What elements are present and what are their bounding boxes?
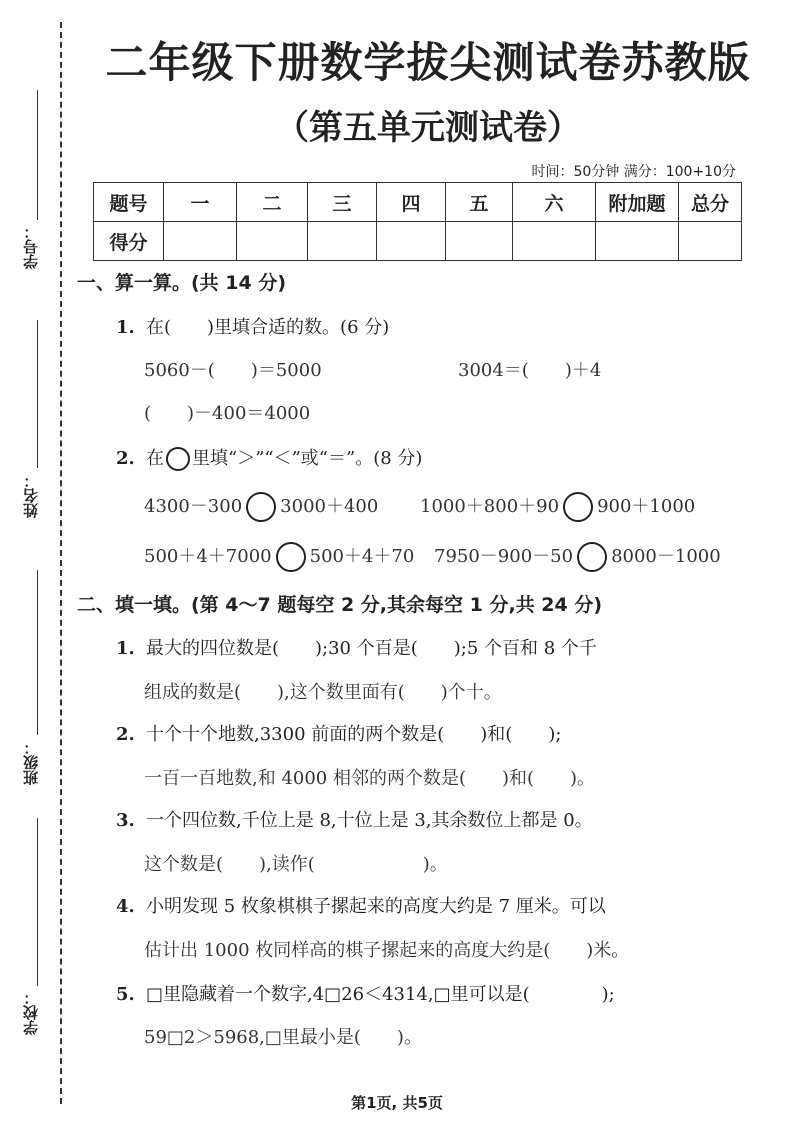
- page-title: 二年级下册数学拔尖测试卷苏教版: [105, 38, 751, 87]
- score-table: [93, 182, 742, 261]
- page-subtitle: （第五单元测试卷）: [275, 108, 581, 148]
- answer-circle[interactable]: [246, 492, 276, 522]
- banji-underline: [37, 570, 38, 735]
- expr-left: 500＋4＋7000: [144, 546, 272, 567]
- header-cell: 一: [164, 183, 237, 222]
- xingming-underline: [37, 320, 38, 468]
- score-cell[interactable]: [596, 222, 679, 261]
- score-table-score-row: [94, 222, 742, 261]
- xingming-label: 姓名：: [22, 473, 40, 518]
- s2q5-line2: 59□2＞5968,□里最小是( )。: [144, 1027, 422, 1048]
- s2-question-5: [116, 980, 615, 1006]
- circle-icon: [166, 447, 190, 471]
- question-number: 1.: [116, 638, 135, 659]
- s2q4-line2: 估计出 1000 枚同样高的棋子摞起来的高度大约是( )米。: [144, 940, 630, 961]
- s1q1-line1a: 5060－( )＝5000: [144, 360, 322, 381]
- question-number: 5.: [116, 984, 135, 1005]
- binding-dashed-line: [60, 22, 62, 1104]
- s1-question-1: [116, 313, 389, 339]
- question-text-post: 里填“＞”“＜”或“＝”。(8 分): [192, 448, 423, 469]
- expr-left: 7950－900－50: [434, 546, 574, 567]
- question-line: 一个四位数,千位上是 8,十位上是 3,其余数位上都是 0。: [146, 810, 593, 831]
- question-line: 十个十个地数,3300 前面的两个数是( )和( );: [146, 724, 562, 745]
- s1-question-2: [116, 444, 422, 471]
- s1q2-row1a: [144, 492, 378, 522]
- score-cell[interactable]: [237, 222, 308, 261]
- xuehao-label: 学号：: [22, 224, 40, 269]
- s1q2-row2a: [144, 542, 414, 572]
- score-cell[interactable]: [679, 222, 742, 261]
- s2q1-line2: 组成的数是( ),这个数里面有( )个十。: [144, 682, 502, 703]
- section2-heading: 二、填一填。(第 4～7 题每空 2 分,其余每空 1 分,共 24 分): [77, 594, 603, 616]
- score-cell[interactable]: [513, 222, 596, 261]
- expr-left: 4300－300: [144, 496, 243, 517]
- s2-question-1: [116, 634, 597, 660]
- question-number: 2.: [116, 724, 135, 745]
- question-number: 1.: [116, 317, 135, 338]
- answer-circle[interactable]: [276, 542, 306, 572]
- answer-circle[interactable]: [577, 542, 607, 572]
- s1q2-row1b: [420, 492, 695, 522]
- s2q2-line2: 一百一百地数,和 4000 相邻的两个数是( )和( )。: [144, 768, 596, 789]
- score-cell[interactable]: [164, 222, 237, 261]
- question-number: 4.: [116, 896, 135, 917]
- header-cell: 附加题: [596, 183, 679, 222]
- time-info: 时间：50分钟 满分：100+10分: [531, 164, 736, 180]
- expr-right: 8000－1000: [611, 546, 721, 567]
- s2q3-line2: 这个数是( ),读作( )。: [144, 854, 448, 875]
- score-cell[interactable]: [446, 222, 513, 261]
- answer-circle[interactable]: [563, 492, 593, 522]
- header-cell: 六: [513, 183, 596, 222]
- xuexiao-label: 学校：: [22, 990, 40, 1035]
- question-number: 2.: [116, 448, 135, 469]
- question-line: 小明发现 5 枚象棋棋子摞起来的高度大约是 7 厘米。可以: [146, 896, 606, 917]
- header-cell: 题号: [94, 183, 164, 222]
- score-cell[interactable]: [377, 222, 446, 261]
- expr-right: 3000＋400: [280, 496, 379, 517]
- score-row-label: 得分: [94, 222, 164, 261]
- expr-left: 1000＋800＋90: [420, 496, 560, 517]
- score-cell[interactable]: [308, 222, 377, 261]
- question-line: 最大的四位数是( );30 个百是( );5 个百和 8 个千: [146, 638, 597, 659]
- s1q1-line2: ( )－400＝4000: [144, 403, 311, 424]
- header-cell: 五: [446, 183, 513, 222]
- expr-right: 500＋4＋70: [309, 546, 415, 567]
- question-text-pre: 在: [146, 448, 164, 469]
- question-line: □里隐藏着一个数字,4□26＜4314,□里可以是( );: [146, 984, 615, 1005]
- score-table-header-row: [94, 183, 742, 222]
- question-text: 在( )里填合适的数。(6 分): [146, 317, 390, 338]
- xuehao-underline: [37, 90, 38, 220]
- s2-question-4: [116, 892, 606, 918]
- header-cell: 四: [377, 183, 446, 222]
- s1q2-row2b: [434, 542, 721, 572]
- s2-question-3: [116, 806, 593, 832]
- page-footer: 第1页, 共5页: [351, 1094, 443, 1112]
- xuexiao-underline: [37, 818, 38, 986]
- s1q1-line1b: 3004＝( )＋4: [458, 360, 602, 381]
- question-number: 3.: [116, 810, 135, 831]
- header-cell: 二: [237, 183, 308, 222]
- expr-right: 900＋1000: [597, 496, 696, 517]
- header-cell: 总分: [679, 183, 742, 222]
- section1-heading: 一、算一算。(共 14 分): [77, 272, 287, 294]
- banji-label: 班级：: [22, 740, 40, 785]
- header-cell: 三: [308, 183, 377, 222]
- s2-question-2: [116, 720, 561, 746]
